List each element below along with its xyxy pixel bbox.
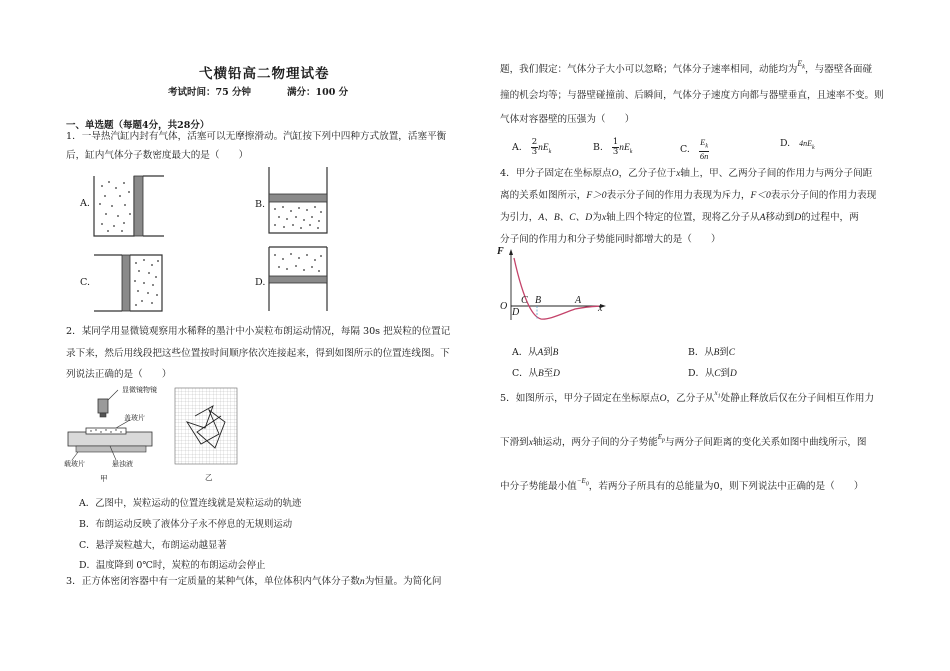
label-cover-glass: 盖玻片 xyxy=(124,414,145,422)
q2-option-d[interactable]: D．温度降到 0℃时，炭粒的布朗运动会停止 xyxy=(79,560,266,571)
q1-figure-d xyxy=(269,247,327,313)
q1-option-a-label: A. xyxy=(80,198,90,209)
label-suspension: 悬浊液 xyxy=(112,460,133,468)
label-yi: 乙 xyxy=(205,473,213,482)
q3-option-d[interactable]: D. $4nE_k$ xyxy=(780,138,815,151)
q4-point-A: A xyxy=(575,295,582,306)
q4-stem-line2: 离的关系如图所示，F＞0表示分子间的作用力表现为斥力，F＜0表示分子间的作用力表现 xyxy=(500,190,877,201)
q5-stem-line2: 下滑到x轴运动，两分子间的分子势能$^{E_p}$与两分子间距离的变化关系如图中曲线所示，图 xyxy=(500,433,867,448)
q1-option-b-label: B. xyxy=(255,199,266,210)
q4-point-B: B xyxy=(535,295,542,306)
exam-time: 考试时间：75 分钟 xyxy=(168,87,252,98)
q4-option-a[interactable]: A．从A到B xyxy=(512,347,559,358)
q4-option-b[interactable]: B．从B到C xyxy=(688,347,736,358)
q2-option-b[interactable]: B．布朗运动反映了液体分子永不停息的无规则运动 xyxy=(79,519,293,530)
q1-stem-line2: 后，缸内气体分子数密度最大的是（ ） xyxy=(66,150,249,161)
q4-axis-x: x xyxy=(598,303,603,314)
q4-option-d[interactable]: D．从C到D xyxy=(688,368,737,379)
q3-stem-line1 xyxy=(66,575,441,588)
q1-option-c-label: C. xyxy=(80,277,91,288)
q4-stem-line1: 4．甲分子固定在坐标原点O，乙分子位于x轴上，甲、乙两分子间的作用力与两分子间距 xyxy=(500,168,873,179)
q2-stem-line3: 列说法正确的是（ ） xyxy=(66,369,172,380)
section-heading: 一、单选题（每题4分，共28分） xyxy=(66,120,210,131)
q3-n: n xyxy=(359,576,365,587)
q2-figure-trajectory-grid xyxy=(175,388,237,464)
q4-point-C: C xyxy=(521,295,528,306)
q3-option-a[interactable]: A. $\frac{2}{3}nE_k$ xyxy=(512,137,552,157)
q5-stem-line1: 5．如图所示，甲分子固定在坐标原点O，乙分子从$^{x_1}$处静止释放后仅在分子间相互作用力 xyxy=(500,389,875,404)
q4-stem-line4: 分子间的作用力和分子势能同时都增大的是（ ） xyxy=(500,234,721,245)
q3-option-b[interactable]: B. $\frac{1}{3}nE_k$ xyxy=(593,137,633,157)
page-title: 弋横铅高二物理试卷 xyxy=(199,66,330,82)
q3-stem-line2 xyxy=(500,59,873,78)
label-objective: 显微镜物镜 xyxy=(122,386,157,394)
q3-line2-a: 题，我们假定：气体分子大小可以忽略；气体分子速率相同，动能均为 xyxy=(500,64,798,75)
q1-figure-a xyxy=(94,176,164,238)
q4-origin-O: O xyxy=(500,301,508,312)
q3-stem-line4: 气体对容器壁的压强为（ ） xyxy=(500,114,635,125)
label-jia: 甲 xyxy=(100,474,108,483)
q3-line1-b: 为恒量。为简化问 xyxy=(364,576,442,587)
q2-stem-line2: 录下来，然后用线段把这些位置按时间顺序依次连接起来，得到如图所示的位置连线图。下 xyxy=(66,348,450,359)
q4-axis-F: F xyxy=(497,246,504,257)
q2-figure-microscope xyxy=(58,384,178,484)
q3-c-fraction: $E_k$ 6n xyxy=(699,137,709,161)
full-score: 满分：100 分 xyxy=(287,87,349,98)
q1-figure-b xyxy=(269,167,327,235)
q3-line1-a: 3．正方体密闭容器中有一定质量的某种气体，单位体积内气体分子数 xyxy=(66,576,360,587)
q1-option-d-label: D. xyxy=(255,277,266,288)
q3-b-fraction: $\frac{1}{3}$ xyxy=(612,137,619,157)
q5-stem-line3: 中分子势能最小值$^{-E_0}$，若两分子所具有的总能量为0，则下列说法中正确的是（ ） xyxy=(500,477,864,492)
q3-ek: Ek xyxy=(797,59,805,71)
q2-option-a[interactable]: A．乙图中，炭粒运动的位置连线就是炭粒运动的轨迹 xyxy=(79,498,302,509)
label-slide-glass: 载玻片 xyxy=(64,460,85,468)
q3-line2-b: ，与器壁各面碰 xyxy=(804,64,873,75)
q3-stem-line3: 撞的机会均等；与器壁碰撞前、后瞬间，气体分子速度方向都与器壁垂直，且速率不变。则 xyxy=(500,90,884,101)
q4-stem-line3: 为引力，A、B、C、D为x轴上四个特定的位置，现将乙分子从A移动到D的过程中，两 xyxy=(500,212,859,223)
q1-stem-line1: 1．一导热汽缸内封有气体，活塞可以无摩擦滑动。汽缸按下列中四种方式放置，活塞平衡 xyxy=(66,131,447,142)
q2-stem-line1: 2．某同学用显微镜观察用水稀释的墨汁中小炭粒布朗运动情况，每隔 30s 把炭粒的位置记 xyxy=(66,326,451,337)
q1-figure-c xyxy=(94,255,164,313)
q3-option-c[interactable]: C. $E_k$ 6n xyxy=(680,137,709,161)
q2-option-c[interactable]: C．悬浮炭粒越大，布朗运动越显著 xyxy=(79,540,227,551)
q4-option-c[interactable]: C．从B至D xyxy=(512,368,560,379)
q4-point-D: D xyxy=(512,307,520,318)
q3-a-fraction: $\frac{2}{3}$ xyxy=(531,137,538,157)
